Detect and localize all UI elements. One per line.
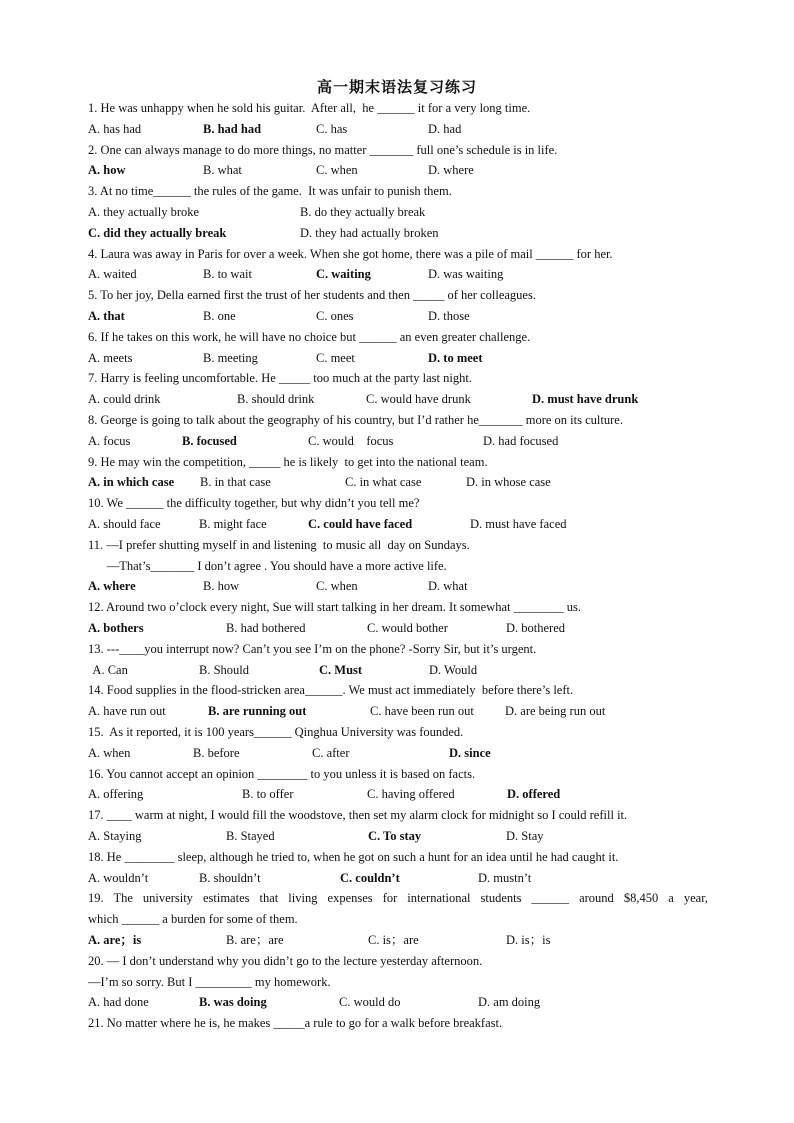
question-6-option-d[interactable]: D. to meet bbox=[428, 350, 483, 365]
question-7-option-c[interactable]: C. would have drunk bbox=[366, 392, 471, 407]
question-18-option-d[interactable]: D. mustn’t bbox=[478, 870, 532, 885]
question-19-option-b[interactable]: B. are；are bbox=[226, 933, 284, 947]
question-15-option-d[interactable]: D. since bbox=[449, 745, 491, 760]
question-19-stem: which ______ a burden for some of them. bbox=[88, 912, 298, 927]
question-16-option-c[interactable]: C. having offered bbox=[367, 787, 455, 802]
question-16-option-a[interactable]: A. offering bbox=[88, 787, 144, 802]
question-13-option-d[interactable]: D. Would bbox=[429, 662, 478, 677]
question-2-option-d[interactable]: D. where bbox=[428, 163, 474, 178]
question-5-stem: 5. To her joy, Della earned first the trust of her students and then _____ of her colleagues. bbox=[88, 288, 536, 303]
question-18-option-c[interactable]: C. couldn’t bbox=[340, 870, 400, 885]
question-14-option-d[interactable]: D. are being run out bbox=[505, 704, 606, 719]
question-19-stem: 19. The university estimates that living expenses for international students ______ around $8,450 a year, bbox=[88, 891, 708, 906]
question-21-stem: 21. No matter where he is, he makes _____a rule to go for a walk before breakfast. bbox=[88, 1016, 503, 1031]
question-4-option-c[interactable]: C. waiting bbox=[316, 267, 371, 282]
question-3-option-b[interactable]: B. do they actually break bbox=[300, 205, 426, 219]
question-2-stem: 2. One can always manage to do more things, no matter _______ full one’s schedule is in life. bbox=[88, 142, 558, 157]
question-3-option-d[interactable]: D. they had actually broken bbox=[300, 225, 439, 240]
question-15-option-c[interactable]: C. after bbox=[312, 745, 350, 760]
question-5-option-c[interactable]: C. ones bbox=[316, 309, 354, 323]
question-19-option-c[interactable]: C. is；are bbox=[368, 933, 419, 947]
question-19-option-a[interactable]: A. are；is bbox=[88, 933, 142, 947]
question-1-option-c[interactable]: C. has bbox=[316, 121, 348, 136]
question-2-option-c[interactable]: C. when bbox=[316, 163, 358, 178]
question-14-option-c[interactable]: C. have been run out bbox=[370, 704, 474, 719]
question-12-stem: 12. Around two o’clock every night, Sue will start talking in her dream. It somewhat ________ us. bbox=[88, 600, 581, 615]
question-9-option-d[interactable]: D. in whose case bbox=[466, 475, 551, 490]
question-17-stem: 17. ____ warm at night, I would fill the woodstove, then set my alarm clock for midnight so I could refill it. bbox=[88, 808, 628, 823]
question-3-option-c[interactable]: C. did they actually break bbox=[88, 225, 227, 240]
question-14-option-b[interactable]: B. are running out bbox=[208, 704, 307, 719]
question-15-option-a[interactable]: A. when bbox=[88, 745, 131, 760]
question-10-option-b[interactable]: B. might face bbox=[199, 517, 267, 531]
question-9-option-a[interactable]: A. in which case bbox=[88, 475, 175, 490]
question-4-option-a[interactable]: A. waited bbox=[88, 267, 137, 282]
question-4-option-d[interactable]: D. was waiting bbox=[428, 267, 504, 282]
question-13-option-b[interactable]: B. Should bbox=[199, 662, 250, 677]
page-title: 高一期末语法复习练习 bbox=[316, 80, 477, 96]
question-10-stem: 10. We ______ the difficulty together, but why didn’t you tell me? bbox=[88, 496, 420, 511]
question-13-option-c[interactable]: C. Must bbox=[319, 662, 363, 677]
question-5-option-d[interactable]: D. those bbox=[428, 309, 470, 323]
question-9-stem: 9. He may win the competition, _____ he is likely to get into the national team. bbox=[88, 454, 488, 469]
question-4-option-b[interactable]: B. to wait bbox=[203, 267, 252, 282]
question-11-option-a[interactable]: A. where bbox=[88, 579, 136, 594]
question-12-option-d[interactable]: D. bothered bbox=[506, 621, 566, 635]
question-18-option-a[interactable]: A. wouldn’t bbox=[88, 870, 149, 885]
question-16-option-b[interactable]: B. to offer bbox=[242, 787, 294, 802]
question-11-option-b[interactable]: B. how bbox=[203, 579, 240, 594]
question-14-stem: 14. Food supplies in the flood-stricken area______. We must act immediately before there’s left. bbox=[88, 683, 574, 698]
question-12-option-a[interactable]: A. bothers bbox=[88, 621, 144, 635]
question-8-option-d[interactable]: D. had focused bbox=[483, 433, 559, 448]
question-17-option-a[interactable]: A. Staying bbox=[88, 829, 142, 843]
question-8-option-a[interactable]: A. focus bbox=[88, 433, 131, 448]
question-6-option-c[interactable]: C. meet bbox=[316, 350, 355, 365]
question-15-option-b[interactable]: B. before bbox=[193, 745, 240, 760]
question-9-option-b[interactable]: B. in that case bbox=[200, 475, 271, 490]
question-4-stem: 4. Laura was away in Paris for over a week. When she got home, there was a pile of mail ______ for her. bbox=[88, 246, 613, 261]
question-2-option-b[interactable]: B. what bbox=[203, 163, 242, 178]
question-19-option-d[interactable]: D. is；is bbox=[506, 933, 551, 947]
question-10-option-c[interactable]: C. could have faced bbox=[308, 517, 413, 531]
question-1-stem: 1. He was unhappy when he sold his guitar. After all, he ______ it for a very long time. bbox=[88, 101, 531, 115]
question-6-option-b[interactable]: B. meeting bbox=[203, 350, 258, 365]
question-1-option-a[interactable]: A. has had bbox=[88, 121, 142, 136]
question-1-option-d[interactable]: D. had bbox=[428, 121, 462, 136]
question-17-option-b[interactable]: B. Stayed bbox=[226, 829, 275, 843]
question-20-option-c[interactable]: C. would do bbox=[339, 995, 401, 1010]
question-18-option-b[interactable]: B. shouldn’t bbox=[199, 870, 261, 885]
question-20-stem: 20. — I don’t understand why you didn’t go to the lecture yesterday afternoon. bbox=[88, 953, 483, 968]
question-15-stem: 15. As it reported, it is 100 years______ Qinghua University was founded. bbox=[88, 725, 464, 739]
question-20-stem: —I’m so sorry. But I _________ my homework. bbox=[88, 974, 331, 989]
question-12-option-c[interactable]: C. would bother bbox=[367, 621, 448, 635]
question-5-option-b[interactable]: B. one bbox=[203, 309, 236, 323]
question-17-option-d[interactable]: D. Stay bbox=[506, 829, 544, 843]
question-3-stem: 3. At no time______ the rules of the game. It was unfair to punish them. bbox=[88, 184, 452, 199]
question-9-option-c[interactable]: C. in what case bbox=[345, 475, 422, 490]
question-20-option-d[interactable]: D. am doing bbox=[478, 995, 541, 1010]
question-14-option-a[interactable]: A. have run out bbox=[88, 704, 166, 719]
question-16-option-d[interactable]: D. offered bbox=[507, 787, 561, 802]
question-2-option-a[interactable]: A. how bbox=[88, 163, 126, 178]
question-11-option-d[interactable]: D. what bbox=[428, 579, 468, 594]
question-11-stem: —That’s_______ I don’t agree . You should have a more active life. bbox=[88, 558, 447, 573]
question-1-option-b[interactable]: B. had had bbox=[203, 121, 262, 136]
question-3-option-a[interactable]: A. they actually broke bbox=[88, 205, 200, 219]
question-7-stem: 7. Harry is feeling uncomfortable. He _____ too much at the party last night. bbox=[88, 371, 472, 386]
question-6-stem: 6. If he takes on this work, he will have no choice but ______ an even greater challenge. bbox=[88, 329, 531, 344]
question-8-stem: 8. George is going to talk about the geography of his country, but I’d rather he_______ more on its culture. bbox=[88, 413, 623, 427]
question-10-option-a[interactable]: A. should face bbox=[88, 517, 161, 531]
question-17-option-c[interactable]: C. To stay bbox=[368, 829, 422, 843]
question-6-option-a[interactable]: A. meets bbox=[88, 350, 133, 365]
question-8-option-c[interactable]: C. would focus bbox=[308, 433, 394, 448]
question-10-option-d[interactable]: D. must have faced bbox=[470, 517, 567, 531]
question-5-option-a[interactable]: A. that bbox=[88, 309, 125, 323]
question-11-stem: 11. —I prefer shutting myself in and listening to music all day on Sundays. bbox=[88, 537, 470, 552]
question-20-option-b[interactable]: B. was doing bbox=[199, 995, 267, 1010]
question-7-option-d[interactable]: D. must have drunk bbox=[532, 392, 639, 407]
question-11-option-c[interactable]: C. when bbox=[316, 579, 358, 594]
question-7-option-a[interactable]: A. could drink bbox=[88, 392, 161, 407]
question-13-stem: 13. ---____you interrupt now? Can’t you see I’m on the phone? -Sorry Sir, but it’s urgent. bbox=[88, 641, 537, 656]
question-18-stem: 18. He ________ sleep, although he tried to, when he got on such a hunt for an idea until he had caught it. bbox=[88, 849, 619, 864]
question-8-option-b[interactable]: B. focused bbox=[182, 433, 237, 448]
question-12-option-b[interactable]: B. had bothered bbox=[226, 621, 306, 635]
question-16-stem: 16. You cannot accept an opinion ________ to you unless it is based on facts. bbox=[88, 766, 476, 781]
question-13-option-a[interactable]: A. Can bbox=[90, 662, 128, 677]
question-20-option-a[interactable]: A. had done bbox=[88, 995, 149, 1010]
question-7-option-b[interactable]: B. should drink bbox=[237, 392, 315, 407]
